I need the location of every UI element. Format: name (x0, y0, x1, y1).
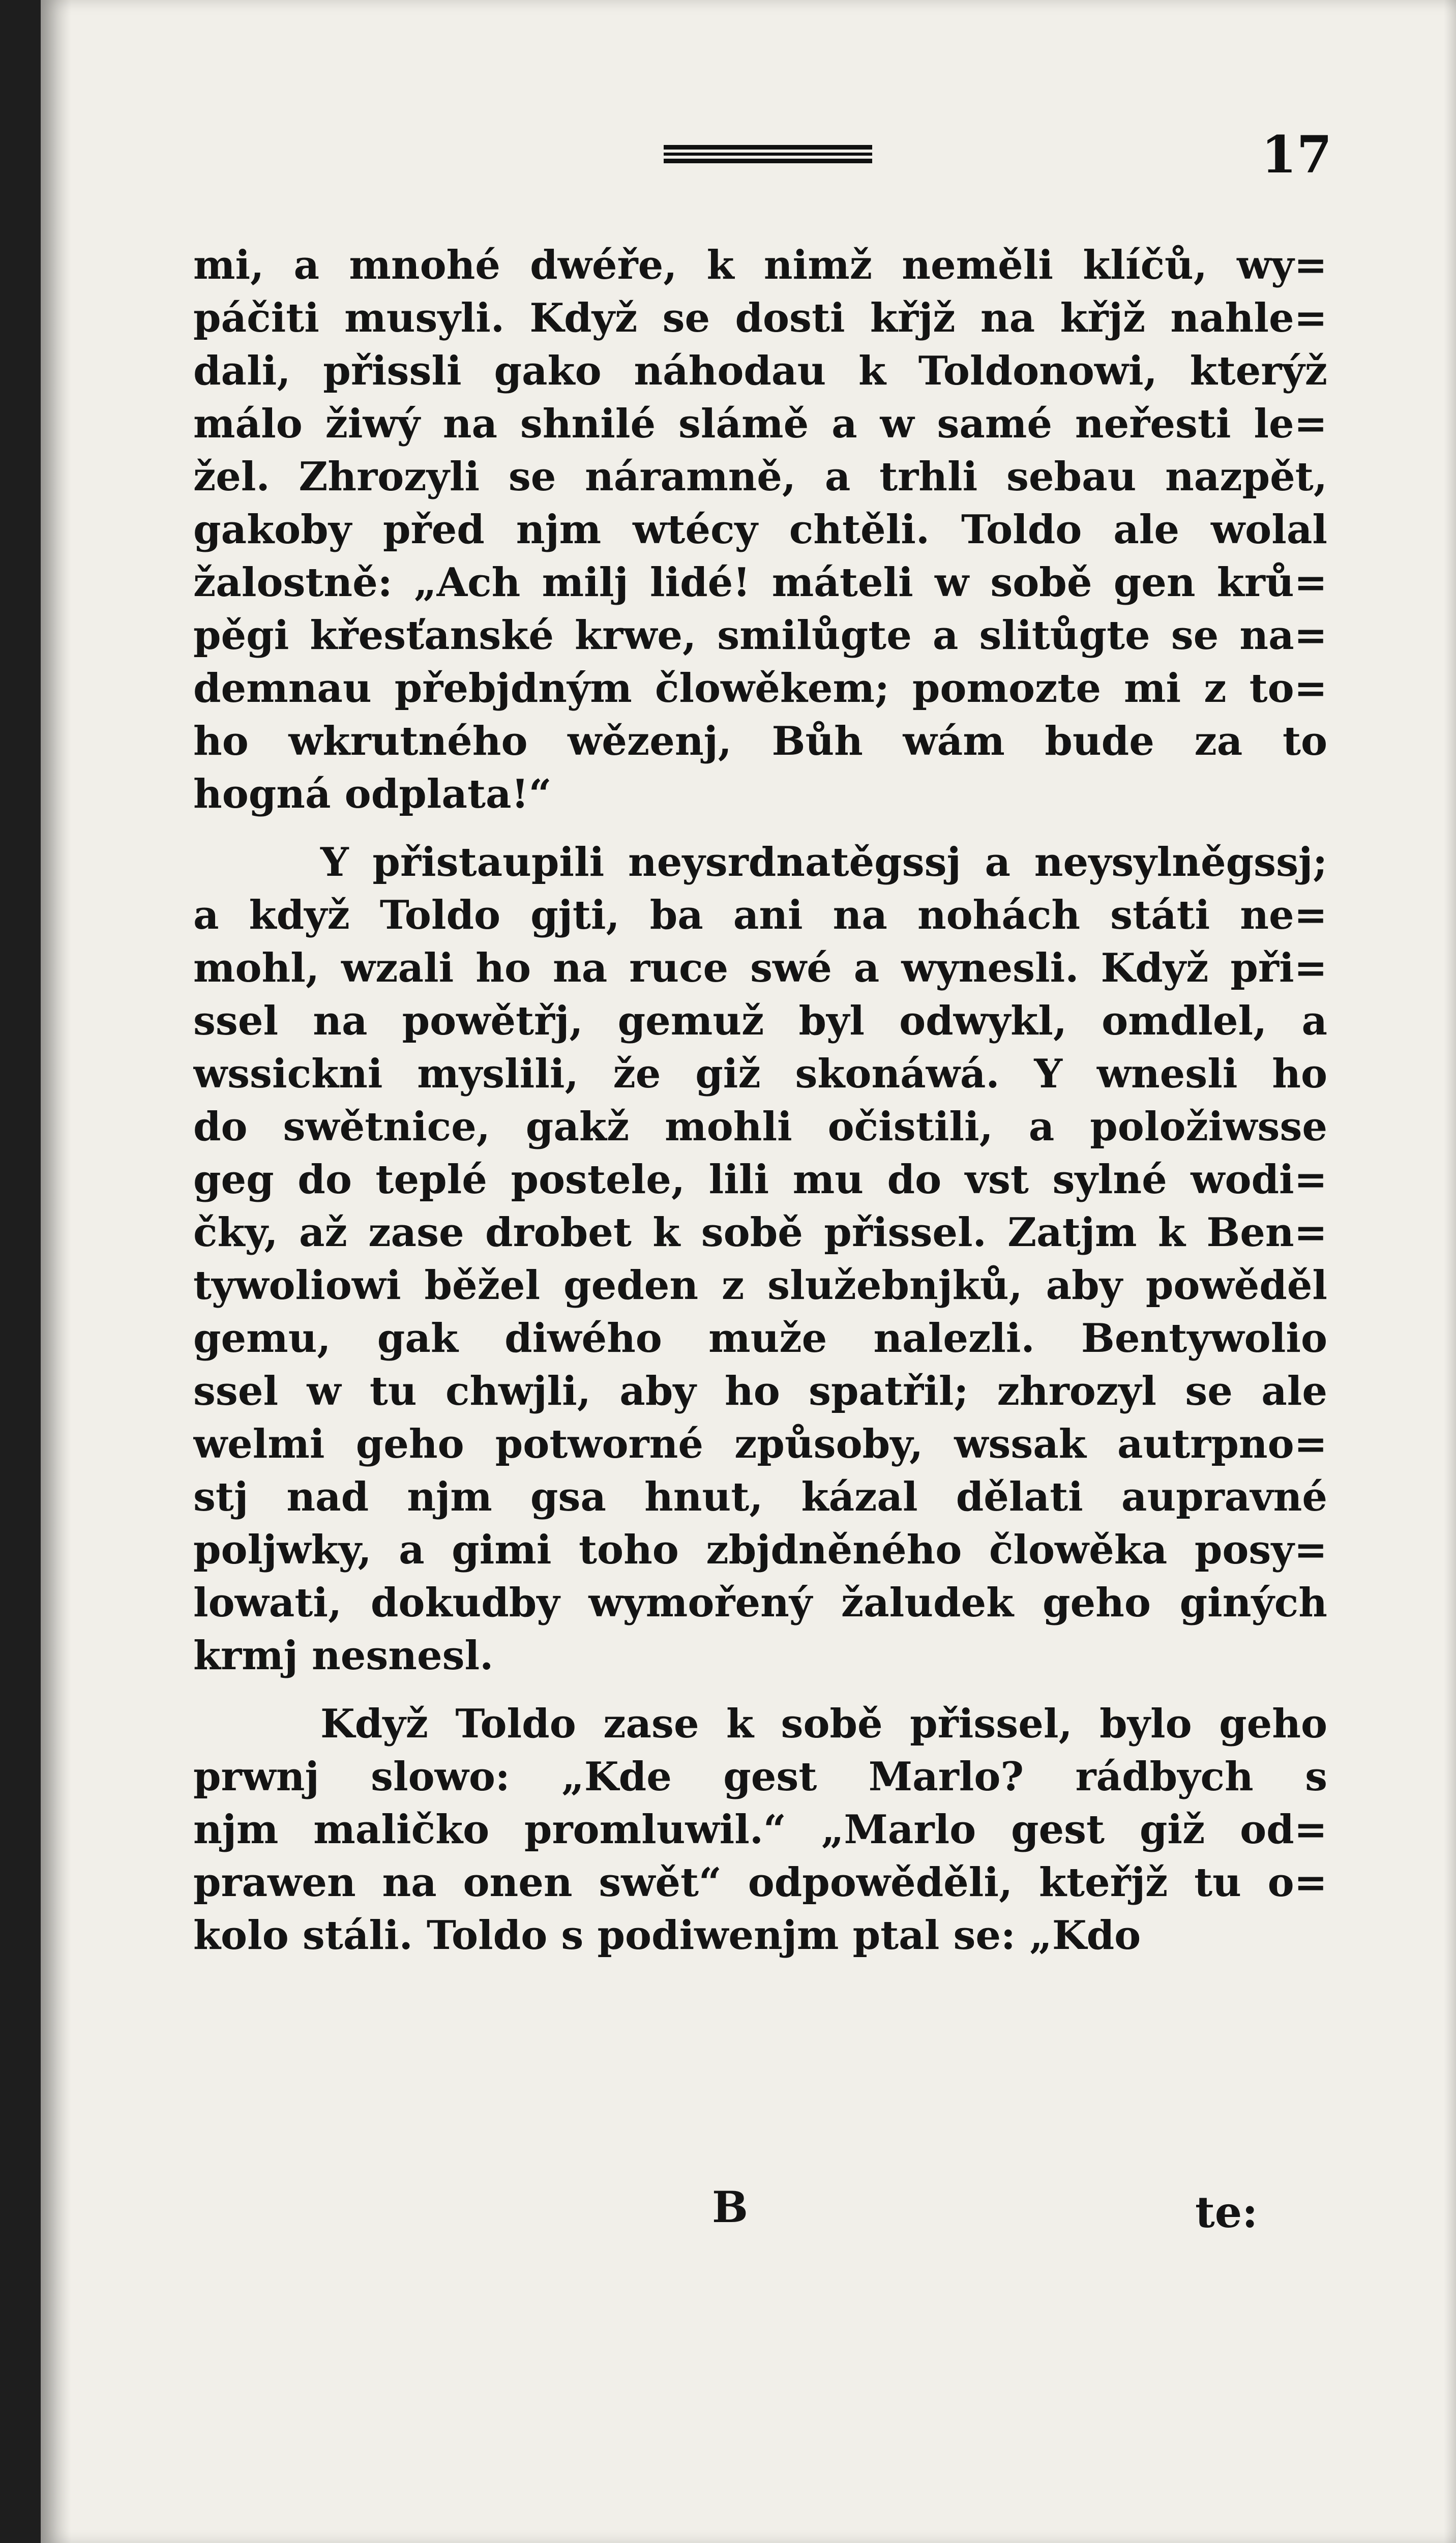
text-line: prawen na onen swět“ odpowěděli, kteřjž tu o= (193, 1859, 1327, 1906)
page-edge-shadow (1444, 0, 1456, 2543)
paragraph-gap (193, 821, 1327, 836)
paragraph-gap (193, 1682, 1327, 1698)
text-line: prwnj slowo: „Kde gest Marlo? rádbych s (193, 1754, 1327, 1800)
text-line: lowati, dokudby wymořený žaludek geho giných (193, 1580, 1327, 1626)
text-line: dali, přissli gako náhodau k Toldonowi, kterýž (193, 348, 1327, 394)
text-line: do swětnice, gakž mohli očistili, a položiwsse (193, 1104, 1327, 1150)
header-ornament-rule (664, 145, 872, 163)
text-line: gemu, gak diwého muže nalezli. Bentywolio (193, 1315, 1327, 1362)
text-line: pěgi křesťanské krwe, smilůgte a slitůgte se na= (193, 612, 1327, 659)
text-line: welmi geho potworné způsoby, wssak autrpno= (193, 1421, 1327, 1467)
text-line: Y přistaupili neysrdnatěgssj a neysylněgssj; (320, 839, 1327, 885)
text-line: čky, až zase drobet k sobě přissel. Zatjm k Ben= (193, 1209, 1327, 1256)
text-line: kolo stáli. Toldo s podiwenjm ptal se: „Kdo (193, 1912, 1141, 1959)
text-line: poljwky, a gimi toho zbjdněného člowěka posy= (193, 1527, 1327, 1573)
text-line: a když Toldo gjti, ba ani na nohách státi ne= (193, 892, 1327, 938)
text-line: ssel w tu chwjli, aby ho spatřil; zhrozyl se ale (193, 1368, 1327, 1414)
text-line: páčiti musyli. Když se dosti křjž na křjž nahle= (193, 295, 1327, 341)
text-line: demnau přebjdným člowěkem; pomozte mi z to= (193, 665, 1327, 712)
text-line: ho wkrutného wězenj, Bůh wám bude za to (193, 718, 1327, 764)
gutter-shadow (41, 0, 71, 2543)
text-line: žel. Zhrozyli se náramně, a trhli sebau nazpět, (193, 454, 1327, 500)
text-line: geg do teplé postele, lili mu do vst sylné wodi= (193, 1157, 1327, 1203)
text-line: ssel na powětřj, gemuž byl odwykl, omdlel, a (193, 998, 1327, 1044)
text-line: stj nad njm gsa hnut, kázal dělati aupravné (193, 1474, 1327, 1520)
body-text (193, 239, 1327, 1962)
text-line: krmj nesnesl. (193, 1633, 494, 1679)
text-line: mi, a mnohé dwéře, k nimž neměli klíčů, wy= (193, 242, 1327, 288)
signature-mark: B (712, 2182, 748, 2232)
text-line: žalostně: „Ach milj lidé! máteli w sobě gen krů= (193, 559, 1327, 606)
text-line: wssickni myslili, že giž skonáwá. Y wnesli ho (193, 1051, 1327, 1097)
text-line: málo žiwý na shnilé slámě a w samé neřesti le= (193, 401, 1327, 447)
text-line: mohl, wzali ho na ruce swé a wynesli. Když při= (193, 945, 1327, 991)
page-number: 17 (1261, 125, 1332, 185)
text-line: tywoliowi běžel geden z služebnjků, aby powěděl (193, 1262, 1327, 1309)
text-line: Když Toldo zase k sobě přissel, bylo geho (320, 1701, 1327, 1747)
book-page (41, 0, 1456, 2543)
page-footer (41, 2182, 1456, 2238)
catchword: te: (1195, 2187, 1258, 2237)
text-line: gakoby před njm wtécy chtěli. Toldo ale wolal (193, 507, 1327, 553)
text-line: hogná odplata!“ (193, 771, 552, 817)
text-line: njm maličko promluwil.“ „Marlo gest giž od= (193, 1807, 1327, 1853)
